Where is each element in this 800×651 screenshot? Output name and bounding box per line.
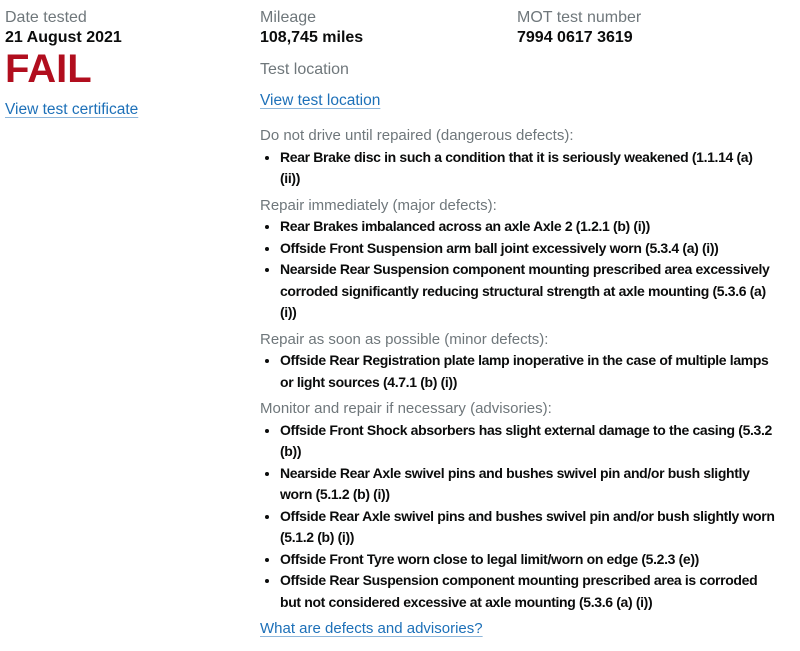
defect-section-heading: Do not drive until repaired (dangerous defects): xyxy=(260,127,574,144)
defect-list xyxy=(260,350,776,393)
test-result-status: FAIL xyxy=(5,47,92,91)
test-summary-left-column xyxy=(5,8,255,119)
view-test-location-link[interactable]: View test location xyxy=(260,92,381,109)
defect-item: • Offside Rear Axle swivel pins and bushes swivel pin and/or bush slightly worn (5.1.2 (b) (i)) xyxy=(280,506,776,549)
defect-list xyxy=(260,216,776,324)
mot-test-number-value: 7994 0617 3619 xyxy=(517,29,633,46)
defect-item: • Offside Front Suspension arm ball joint excessively worn (5.3.4 (a) (i)) xyxy=(280,238,776,260)
defect-list xyxy=(260,147,776,190)
mileage-label: Mileage xyxy=(260,9,317,26)
date-tested-label: Date tested xyxy=(5,9,87,26)
view-test-certificate-link[interactable]: View test certificate xyxy=(5,101,139,118)
defect-list xyxy=(260,420,776,614)
defect-item: • Offside Rear Suspension component mounting prescribed area is corroded but not considered excessive at axle mounting (5.3.6 (a) (i)) xyxy=(280,570,776,613)
defect-section-heading: Repair immediately (major defects): xyxy=(260,196,497,214)
date-tested-value: 21 August 2021 xyxy=(5,29,122,46)
test-summary-right-column xyxy=(517,8,795,48)
defect-item: • Rear Brake disc in such a condition that it is seriously weakened (1.1.14 (a) (ii)) xyxy=(280,147,776,190)
defects-panel xyxy=(260,125,776,638)
defect-section-heading: Monitor and repair if necessary (advisories): xyxy=(260,400,552,417)
test-summary-middle-column xyxy=(260,8,512,110)
defect-item: • Rear Brakes imbalanced across an axle Axle 2 (1.2.1 (b) (i)) xyxy=(280,216,776,238)
defect-item: • Nearside Rear Axle swivel pins and bushes swivel pin and/or bush slightly worn (5.1.2 (b) (i)) xyxy=(280,463,776,506)
defect-item: • Nearside Rear Suspension component mounting prescribed area excessively corroded significantly reducing structural strength at axle mounting (5.3.6 (a) (i)) xyxy=(280,259,776,324)
defect-item: • Offside Rear Registration plate lamp inoperative in the case of multiple lamps or light sources (4.7.1 (b) (i)) xyxy=(280,350,776,393)
what-are-defects-link[interactable]: What are defects and advisories? xyxy=(260,620,483,637)
defect-section-heading: Repair as soon as possible (minor defects): xyxy=(260,330,549,348)
mileage-value: 108,745 miles xyxy=(260,29,364,46)
defect-sections xyxy=(260,125,776,613)
defect-item: • Offside Front Shock absorbers has slight external damage to the casing (5.3.2 (b)) xyxy=(280,420,776,463)
test-location-label: Test location xyxy=(260,61,349,78)
mot-test-number-label: MOT test number xyxy=(517,9,642,26)
defect-item: • Offside Front Tyre worn close to legal limit/worn on edge (5.2.3 (e)) xyxy=(280,549,776,571)
